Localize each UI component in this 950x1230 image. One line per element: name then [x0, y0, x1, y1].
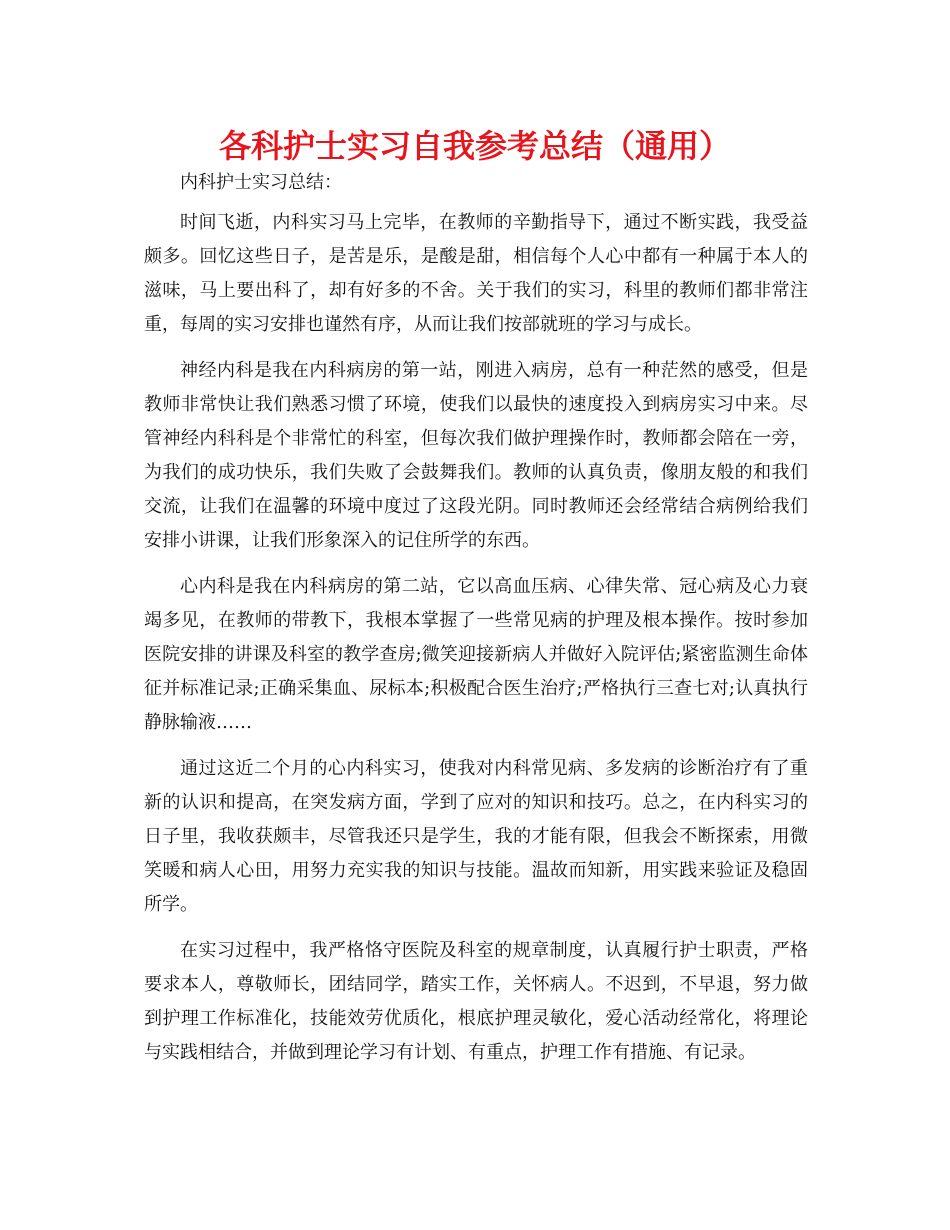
document-body: [144, 166, 808, 1082]
document-title: 各科护士实习自我参考总结（通用）: [218, 127, 731, 165]
section-heading: 内科护士实习总结：: [180, 172, 342, 193]
paragraph: 神经内科是我在内科病房的第一站，刚进入病房，总有一种茫然的感受，但是教师非常快让我们熟悉习惯了环境，使我们以最快的速度投入到病房实习中来。尽管神经内科科是个非常忙的科室，但每次我们做护理操作时，教师都会陪在一旁，为我们的成功快乐，我们失败了会鼓舞我们。教师的认真负责，像朋友般的和我们交流，让我们在温馨的环境中度过了这段光阴。同时教师还会经常结合病例给我们安排小讲课，让我们形象深入的记住所学的东西。: [144, 360, 808, 551]
paragraph: 心内科是我在内科病房的第二站，它以高血压病、心律失常、冠心病及心力衰竭多见，在教师的带教下，我根本掌握了一些常见病的护理及根本操作。按时参加医院安排的讲课及科室的教学查房;微笑迎接新病人并做好入院评估;紧密监测生命体征并标准记录;正确采集血、尿标本;积极配合医生治疗;严格执行三查七对;认真执行静脉输液……: [144, 576, 808, 733]
paragraph: 在实习过程中，我严格恪守医院及科室的规章制度，认真履行护士职责，严格要求本人，尊敬师长，团结同学，踏实工作，关怀病人。不迟到，不早退，努力做到护理工作标准化，技能效劳优质化，根底护理灵敏化，爱心活动经常化，将理论与实践相结合，并做到理论学习有计划、有重点，护理工作有措施、有记录。: [144, 940, 808, 1063]
paragraph: 通过这近二个月的心内科实习，使我对内科常见病、多发病的诊断治疗有了重新的认识和提高，在突发病方面，学到了应对的知识和技巧。总之，在内科实习的日子里，我收获颇丰，尽管我还只是学生，我的才能有限，但我会不断探索，用微笑暖和病人心田，用努力充实我的知识与技能。温故而知新，用实践来验证及稳固所学。: [144, 758, 808, 915]
paragraph: 时间飞逝，内科实习马上完毕，在教师的辛勤指导下，通过不断实践，我受益颇多。回忆这些日子，是苦是乐，是酸是甜，相信每个人心中都有一种属于本人的滋味，马上要出科了，却有好多的不舍。关于我们的实习，科里的教师们都非常注重，每周的实习安排也谨然有序，从而让我们按部就班的学习与成长。: [144, 212, 808, 335]
